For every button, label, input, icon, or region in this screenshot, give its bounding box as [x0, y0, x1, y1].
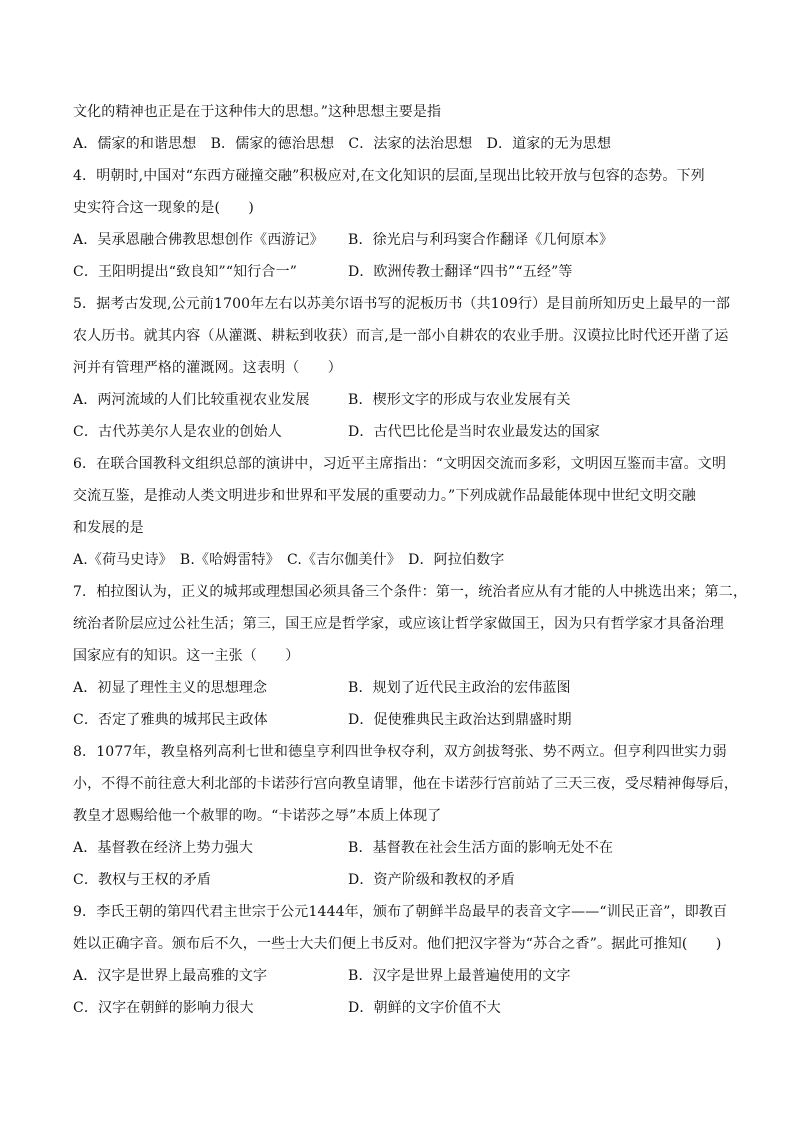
question-8-stem-line-1: 8．1077年，教皇格列高利七世和德皇亨利四世争权夺利，双方剑拔弩张、势不两立。但亨利四世实力弱 [73, 744, 727, 760]
question-9-option-b: B．汉字是世界上最普遍使用的文字 [348, 968, 571, 984]
question-7-stem-line-3: 国家应有的知识。这一主张（ ） [73, 648, 300, 664]
question-9-stem-line-2: 姓以正确字音。颁布后不久，一些士大夫们便上书反对。他们把汉字誉为“苏合之香”。据此可推知( ) [73, 936, 722, 952]
question-4-option-c: C．王阳明提出“致良知”“知行合一” [73, 264, 298, 280]
question-5-stem-line-1: 5．据考古发现,公元前1700年左右以苏美尔语书写的泥板历书（共109行）是目前所知历史上最早的一部 [73, 296, 731, 312]
question-9-option-c: C．汉字在朝鲜的影响力很大 [73, 1000, 254, 1016]
question-9-option-d: D．朝鲜的文字价值不大 [348, 1000, 501, 1016]
question-8-option-b: B．基督教在社会生活方面的影响无处不在 [348, 840, 614, 856]
question-3-stem-end: 文化的精神也正是在于这种伟大的思想。”这种思想主要是指 [73, 104, 442, 120]
question-5-option-b: B．楔形文字的形成与农业发展有关 [348, 392, 571, 408]
question-8-option-c: C．教权与王权的矛盾 [73, 872, 212, 888]
question-5-stem-line-3: 河并有管理严格的灌溉网。这表明（ ） [73, 360, 342, 376]
question-5-stem-line-2: 农人历书。就其内容（从灌溉、耕耘到收获）而言,是一部小自耕农的农业手册。汉谟拉比时代还开凿了运 [73, 328, 729, 344]
question-4-stem-line-1: 4．明朝时,中国对“东西方碰撞交融”积极应对,在文化知识的层面,呈现出比较开放与包容的态势。下列 [73, 168, 705, 184]
question-7-option-b: B．规划了近代民主政治的宏伟蓝图 [348, 680, 571, 696]
question-7-stem-line-2: 统治者阶层应过公社生活；第三，国王应是哲学家，或应该让哲学家做国王，因为只有哲学家才具备治理 [73, 616, 724, 632]
question-3-options: A．儒家的和谐思想 B．儒家的德治思想 C．法家的法治思想 D．道家的无为思想 [73, 136, 612, 152]
question-8-stem-line-3: 教皇才恩赐给他一个赦罪的吻。“卡诺莎之辱”本质上体现了 [73, 808, 442, 824]
question-6-options: A.《荷马史诗》 B.《哈姆雷特》 C.《吉尔伽美什》 D．阿拉伯数字 [73, 552, 505, 568]
question-5-option-d: D．古代巴比伦是当时农业最发达的国家 [348, 424, 600, 440]
question-7-option-c: C．否定了雅典的城邦民主政体 [73, 712, 268, 728]
question-4-option-a: A．吴承恩融合佛教思想创作《西游记》 [73, 232, 324, 248]
question-4-stem-line-2: 史实符合这一现象的是( ) [73, 200, 255, 216]
question-7-stem-line-1: 7．柏拉图认为，正义的城邦或理想国必须具备三个条件：第一，统治者应从有才能的人中挑选出来；第二， [73, 584, 748, 600]
question-6-stem-line-1: 6．在联合国教科文组织总部的演讲中，习近平主席指出：“文明因交流而多彩，文明因互鉴而丰富。文明 [73, 456, 727, 472]
question-8-stem-line-2: 小，不得不前往意大利北部的卡诺莎行宫向教皇请罪，他在卡诺莎行宫前站了三天三夜，受尽精神侮辱后， [73, 776, 739, 792]
question-5-option-c: C．古代苏美尔人是农业的创始人 [73, 424, 282, 440]
question-6-stem-line-2: 交流互鉴，是推动人类文明进步和世界和平发展的重要动力。”下列成就作品最能体现中世纪文明交融 [73, 488, 696, 504]
question-5-option-a: A．两河流域的人们比较重视农业发展 [73, 392, 310, 408]
question-7-option-d: D．促使雅典民主政治达到鼎盛时期 [348, 712, 572, 728]
question-6-stem-line-3: 和发展的是 [73, 520, 144, 536]
question-4-option-d: D．欧洲传教士翻译“四书”“五经”等 [348, 264, 573, 280]
question-9-stem-line-1: 9．李氏王朝的第四代君主世宗于公元1444年，颁布了朝鲜半岛最早的表音文字——“训民正音”，即教百 [73, 904, 728, 920]
question-4-option-b: B．徐光启与利玛窦合作翻译《几何原本》 [348, 232, 614, 248]
question-8-option-d: D．资产阶级和教权的矛盾 [348, 872, 516, 888]
question-9-option-a: A．汉字是世界上最高雅的文字 [73, 968, 268, 984]
question-8-option-a: A．基督教在经济上势力强大 [73, 840, 254, 856]
question-7-option-a: A．初显了理性主义的思想理念 [73, 680, 268, 696]
